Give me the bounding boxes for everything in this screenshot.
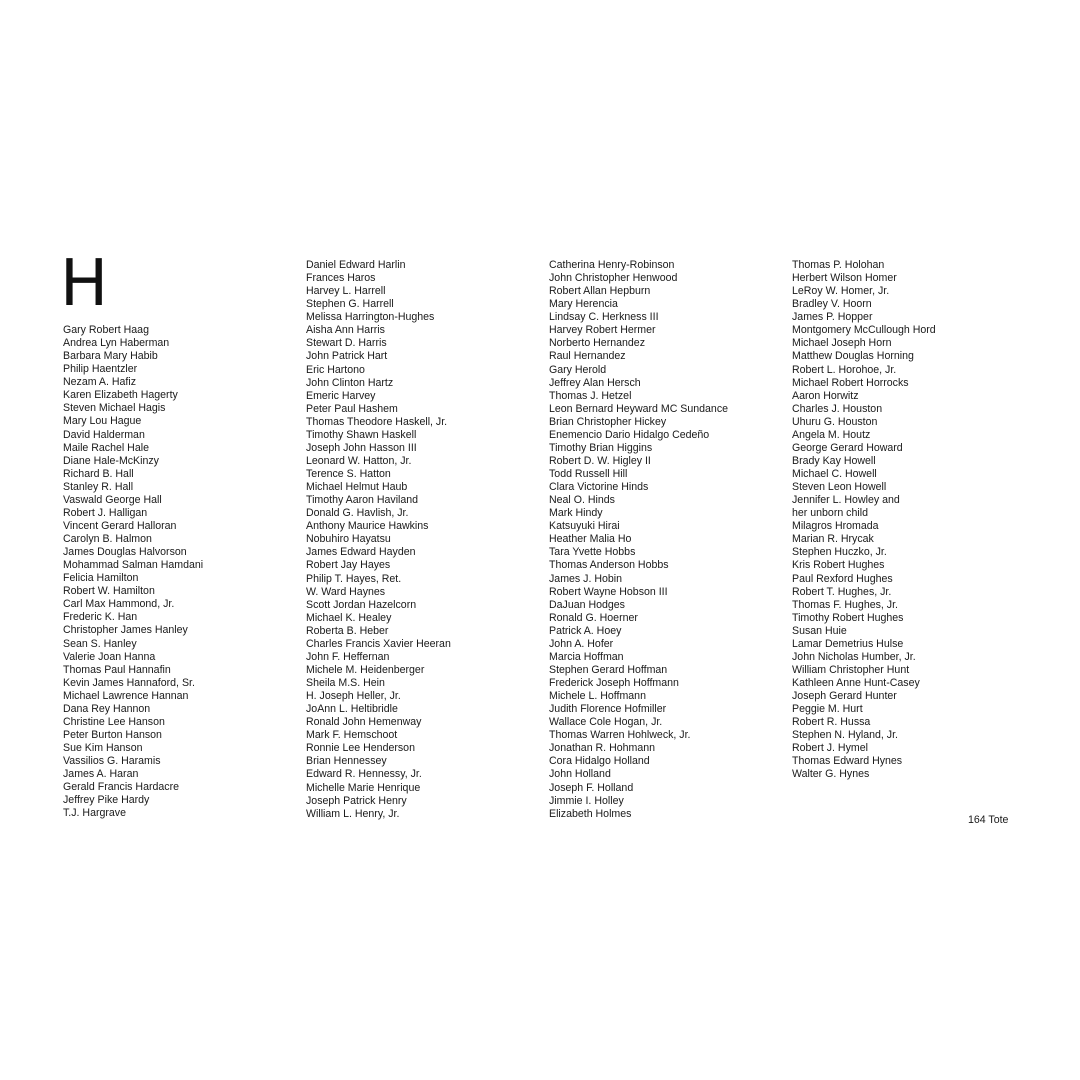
name-entry: Matthew Douglas Horning — [792, 350, 914, 363]
name-entry: John Clinton Hartz — [306, 376, 394, 389]
name-entry: Richard B. Hall — [63, 467, 134, 480]
name-entry: John A. Hofer — [549, 637, 614, 650]
name-entry: Robert Wayne Hobson III — [549, 585, 668, 598]
name-entry: Nezam A. Hafiz — [63, 376, 137, 389]
name-entry: Mohammad Salman Hamdani — [63, 559, 204, 572]
name-entry: Timothy Aaron Haviland — [306, 494, 419, 507]
name-entry: Michael Joseph Horn — [792, 337, 892, 350]
name-entry: Heather Malia Ho — [549, 533, 632, 546]
name-entry: Thomas J. Hetzel — [549, 389, 632, 402]
name-entry: Gary Robert Haag — [63, 324, 149, 336]
name-entry: Jeffrey Pike Hardy — [63, 794, 150, 807]
name-entry: Joseph Gerard Hunter — [792, 690, 897, 703]
name-entry: Enemencio Dario Hidalgo Cedeño — [549, 428, 710, 441]
total-count: 164 Tote — [968, 814, 1009, 826]
name-entry: Vincent Gerard Halloran — [63, 519, 177, 532]
name-entry: Edward R. Hennessy, Jr. — [306, 768, 422, 781]
name-entry: Ronald G. Hoerner — [549, 611, 638, 624]
name-entry: Thomas F. Hughes, Jr. — [792, 598, 898, 611]
name-entry: Brian Hennessey — [306, 755, 387, 768]
name-entry: Robert R. Hussa — [792, 716, 871, 729]
name-entry: Thomas Anderson Hobbs — [549, 559, 669, 572]
name-entry: Emeric Harvey — [306, 389, 376, 402]
name-entry: Maile Rachel Hale — [63, 441, 149, 454]
name-entry: Robert D. W. Higley II — [549, 454, 651, 467]
name-entry: Norberto Hernandez — [549, 337, 645, 350]
name-entry: John Patrick Hart — [306, 350, 388, 363]
name-entry: Joseph Patrick Henry — [306, 794, 407, 807]
name-entry: Thomas Theodore Haskell, Jr. — [306, 415, 448, 428]
name-entry: Gerald Francis Hardacre — [63, 781, 179, 794]
name-entry: Ronald John Hemenway — [306, 716, 422, 729]
name-entry: Marcia Hoffman — [549, 650, 624, 663]
name-entry: Susan Huie — [792, 624, 847, 637]
name-entry: Peter Paul Hashem — [306, 402, 398, 415]
name-entry: Stephen N. Hyland, Jr. — [792, 729, 898, 742]
name-entry: Catherina Henry-Robinson — [549, 259, 675, 271]
name-entry: Christine Lee Hanson — [63, 715, 165, 728]
name-entry: Michelle Marie Henrique — [306, 781, 421, 794]
names-column-3 — [549, 259, 728, 821]
name-entry: Mary Herencia — [549, 298, 618, 311]
name-entry: Marian R. Hrycak — [792, 533, 874, 546]
name-entry: Michael K. Healey — [306, 611, 392, 624]
name-entry: DaJuan Hodges — [549, 598, 625, 611]
name-entry: Robert Allan Hepburn — [549, 285, 651, 298]
name-entry: Diane Hale-McKinzy — [63, 454, 159, 467]
name-entry: Stephen Huczko, Jr. — [792, 546, 887, 559]
name-entry: Kris Robert Hughes — [792, 559, 885, 572]
name-entry: Andrea Lyn Haberman — [63, 337, 170, 350]
name-entry: Carolyn B. Halmon — [63, 533, 152, 545]
name-entry: John F. Heffernan — [306, 650, 390, 663]
name-entry: LeRoy W. Homer, Jr. — [792, 285, 890, 298]
name-entry: Stephen Gerard Hoffman — [549, 663, 668, 676]
name-entry: John Nicholas Humber, Jr. — [792, 650, 916, 663]
name-entry: Mark F. Hemschoot — [306, 729, 398, 742]
name-entry: Lindsay C. Herkness III — [549, 311, 659, 324]
name-entry: Barbara Mary Habib — [63, 350, 158, 363]
name-entry: Jennifer L. Howley and — [792, 494, 900, 507]
name-entry: Robert J. Halligan — [63, 506, 148, 519]
name-entry: Tara Yvette Hobbs — [549, 546, 636, 559]
name-entry: Kevin James Hannaford, Sr. — [63, 676, 195, 689]
names-column-4 — [792, 259, 936, 782]
name-entry: Robert Jay Hayes — [306, 559, 391, 572]
name-entry: Milagros Hromada — [792, 520, 879, 533]
name-entry: James P. Hopper — [792, 311, 873, 324]
name-entry: Valerie Joan Hanna — [63, 650, 156, 663]
name-entry: Herbert Wilson Homer — [792, 272, 897, 285]
name-entry: Clara Victorine Hinds — [549, 481, 649, 494]
name-entry: David Halderman — [63, 428, 145, 441]
name-entry: Raul Hernandez — [549, 350, 626, 363]
name-entry: Karen Elizabeth Hagerty — [63, 389, 178, 402]
name-entry: James J. Hobin — [549, 572, 623, 585]
name-entry: H. Joseph Heller, Jr. — [306, 690, 401, 703]
name-entry: Jonathan R. Hohmann — [549, 742, 656, 755]
name-entry: Montgomery McCullough Hord — [792, 324, 936, 337]
name-entry: Angela M. Houtz — [792, 428, 871, 441]
name-entry: Sue Kim Hanson — [63, 742, 143, 754]
name-entry: Peggie M. Hurt — [792, 703, 863, 716]
name-entry: Gary Herold — [549, 363, 607, 376]
name-entry: Mary Lou Hague — [63, 415, 142, 428]
name-entry: Sean S. Hanley — [63, 637, 137, 650]
name-entry: Anthony Maurice Hawkins — [306, 520, 429, 533]
name-entry: Wallace Cole Hogan, Jr. — [549, 716, 663, 729]
name-entry: Brian Christopher Hickey — [549, 415, 667, 428]
name-entry: George Gerard Howard — [792, 441, 903, 454]
name-entry: Robert L. Horohoe, Jr. — [792, 363, 897, 376]
name-entry: William L. Henry, Jr. — [306, 807, 400, 820]
name-entry: Donald G. Havlish, Jr. — [306, 507, 409, 520]
name-entry: William Christopher Hunt — [792, 663, 910, 676]
name-entry: Steven Michael Hagis — [63, 402, 166, 415]
name-entry: Thomas P. Holohan — [792, 259, 885, 271]
name-entry: Harvey Robert Hermer — [549, 324, 656, 337]
name-entry: Patrick A. Hoey — [549, 624, 622, 637]
name-entry: Michael Helmut Haub — [306, 481, 408, 494]
name-entry: T.J. Hargrave — [63, 807, 126, 820]
name-entry: Jeffrey Alan Hersch — [549, 376, 641, 389]
name-entry: Philip Haentzler — [63, 363, 138, 376]
name-entry: Leon Bernard Heyward MC Sundance — [549, 402, 729, 415]
name-entry: Timothy Brian Higgins — [549, 441, 653, 454]
section-letter: H — [60, 247, 109, 321]
name-entry: Katsuyuki Hirai — [549, 520, 620, 533]
name-entry: Terence S. Hatton — [306, 468, 391, 480]
name-entry: Stewart D. Harris — [306, 337, 387, 350]
names-column-1 — [63, 324, 203, 820]
name-entry: Sheila M.S. Hein — [306, 677, 385, 689]
name-entry: Cora Hidalgo Holland — [549, 755, 650, 768]
name-entry: Kathleen Anne Hunt-Casey — [792, 677, 920, 689]
name-entry: Thomas Warren Hohlweck, Jr. — [549, 729, 691, 742]
name-entry: Joseph John Hasson III — [306, 441, 417, 454]
name-entry: James A. Haran — [63, 768, 139, 781]
name-entry: Frederick Joseph Hoffmann — [549, 677, 679, 689]
name-entry: W. Ward Haynes — [306, 585, 386, 598]
name-entry: Daniel Edward Harlin — [306, 259, 406, 271]
names-column-2 — [306, 259, 451, 821]
name-entry: Peter Burton Hanson — [63, 728, 162, 741]
name-entry: Michael C. Howell — [792, 468, 877, 480]
name-entry: Michele M. Heidenberger — [306, 663, 425, 676]
name-entry: Melissa Harrington-Hughes — [306, 311, 435, 324]
name-entry: Dana Rey Hannon — [63, 702, 151, 715]
name-entry: Frances Haros — [306, 272, 376, 285]
name-entry: James Douglas Halvorson — [63, 546, 187, 559]
name-entry: Charles J. Houston — [792, 402, 883, 415]
name-entry: Nobuhiro Hayatsu — [306, 533, 391, 546]
name-entry: Michael Lawrence Hannan — [63, 689, 189, 702]
name-entry: Michele L. Hoffmann — [549, 690, 646, 703]
name-entry: Eric Hartono — [306, 363, 365, 376]
name-entry: Stephen G. Harrell — [306, 298, 394, 311]
name-entry: Timothy Robert Hughes — [792, 611, 904, 624]
name-entry: Vaswald George Hall — [63, 493, 162, 506]
name-entry: Stanley R. Hall — [63, 480, 134, 493]
name-entry: Jimmie I. Holley — [549, 794, 624, 807]
name-entry: Harvey L. Harrell — [306, 285, 386, 298]
name-entry: Robert T. Hughes, Jr. — [792, 585, 892, 598]
name-entry: Christopher James Hanley — [63, 624, 188, 637]
name-entry: Bradley V. Hoorn — [792, 298, 872, 311]
name-entry: Thomas Paul Hannafin — [63, 663, 171, 676]
name-entry: Paul Rexford Hughes — [792, 572, 893, 585]
name-entry: Neal O. Hinds — [549, 494, 615, 507]
name-entry: Timothy Shawn Haskell — [306, 428, 417, 441]
name-entry: John Christopher Henwood — [549, 272, 678, 285]
name-entry: James Edward Hayden — [306, 546, 416, 559]
name-entry: Vassilios G. Haramis — [63, 755, 161, 768]
name-entry: Joseph F. Holland — [549, 781, 634, 794]
name-entry: Thomas Edward Hynes — [792, 755, 903, 768]
name-entry: JoAnn L. Heltibridle — [306, 703, 398, 716]
name-entry: Aisha Ann Harris — [306, 324, 385, 337]
name-entry: Ronnie Lee Henderson — [306, 742, 415, 755]
name-entry: Lamar Demetrius Hulse — [792, 637, 904, 650]
name-entry: Charles Francis Xavier Heeran — [306, 637, 451, 650]
name-entry: John Holland — [549, 768, 611, 781]
name-entry: Uhuru G. Houston — [792, 415, 878, 428]
name-entry: Carl Max Hammond, Jr. — [63, 598, 175, 611]
name-entry: Philip T. Hayes, Ret. — [306, 572, 402, 585]
name-entry: Mark Hindy — [549, 507, 603, 520]
name-entry: Felicia Hamilton — [63, 572, 139, 585]
name-entry: Judith Florence Hofmiller — [549, 703, 667, 716]
name-entry: her unborn child — [792, 507, 868, 520]
name-entry: Steven Leon Howell — [792, 481, 887, 494]
name-entry: Leonard W. Hatton, Jr. — [306, 454, 412, 467]
name-entry: Roberta B. Heber — [306, 624, 389, 637]
name-entry: Elizabeth Holmes — [549, 807, 632, 820]
name-entry: Walter G. Hynes — [792, 768, 870, 781]
name-entry: Todd Russell Hill — [549, 468, 628, 480]
name-entry: Scott Jordan Hazelcorn — [306, 598, 417, 611]
name-entry: Aaron Horwitz — [792, 389, 859, 402]
name-entry: Michael Robert Horrocks — [792, 376, 909, 389]
name-entry: Robert J. Hymel — [792, 742, 868, 755]
name-entry: Frederic K. Han — [63, 611, 138, 624]
name-entry: Robert W. Hamilton — [63, 585, 155, 598]
name-entry: Brady Kay Howell — [792, 454, 876, 467]
